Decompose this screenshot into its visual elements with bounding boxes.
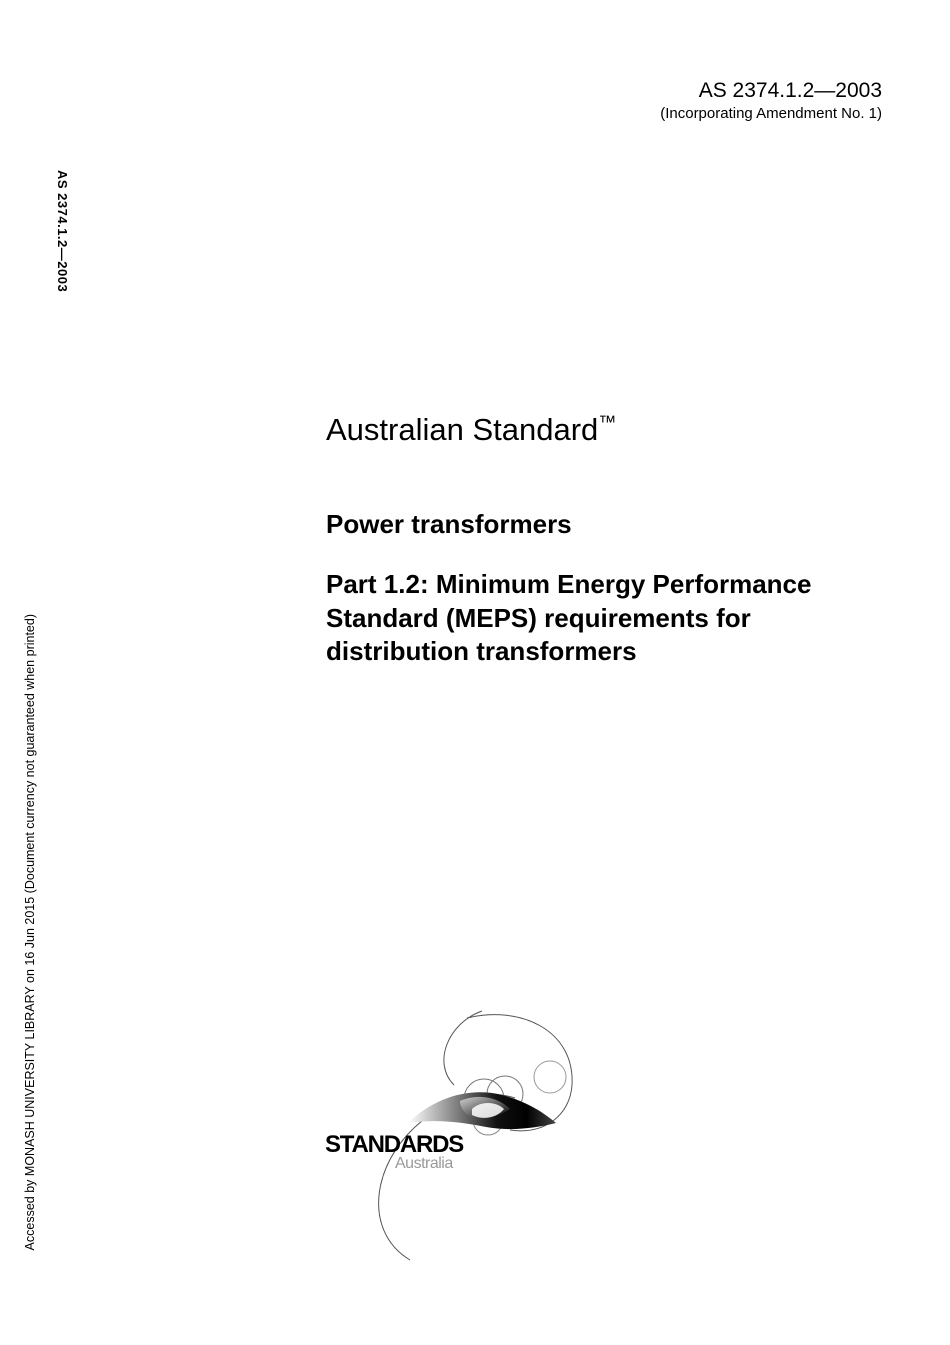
- standard-type-text: Australian Standard: [326, 412, 599, 447]
- document-subtitle: [326, 568, 906, 669]
- logo-wordmark: STANDARDS: [325, 1131, 464, 1158]
- document-title: Power transformers: [326, 509, 572, 539]
- subtitle-line: Part 1.2: Minimum Energy Performance: [326, 569, 812, 599]
- spine-document-code: AS 2374.1.2—2003: [55, 170, 70, 293]
- standard-type: [326, 403, 616, 449]
- subtitle-line: Standard (MEPS) requirements for: [326, 602, 751, 633]
- logo-subtext: Australia: [395, 1155, 453, 1172]
- amendment-note: (Incorporating Amendment No. 1): [660, 105, 882, 122]
- access-note: [22, 598, 38, 1250]
- access-note-text: Accessed by MONASH UNIVERSITY LIBRARY on 16 Jun 2015 (Document currency not guaranteed when printed): [23, 613, 37, 1250]
- standards-australia-logo: [320, 1005, 590, 1267]
- trademark-symbol: ™: [598, 412, 617, 432]
- document-code: AS 2374.1.2—2003: [698, 79, 882, 102]
- subtitle-line: distribution transformers: [326, 636, 637, 666]
